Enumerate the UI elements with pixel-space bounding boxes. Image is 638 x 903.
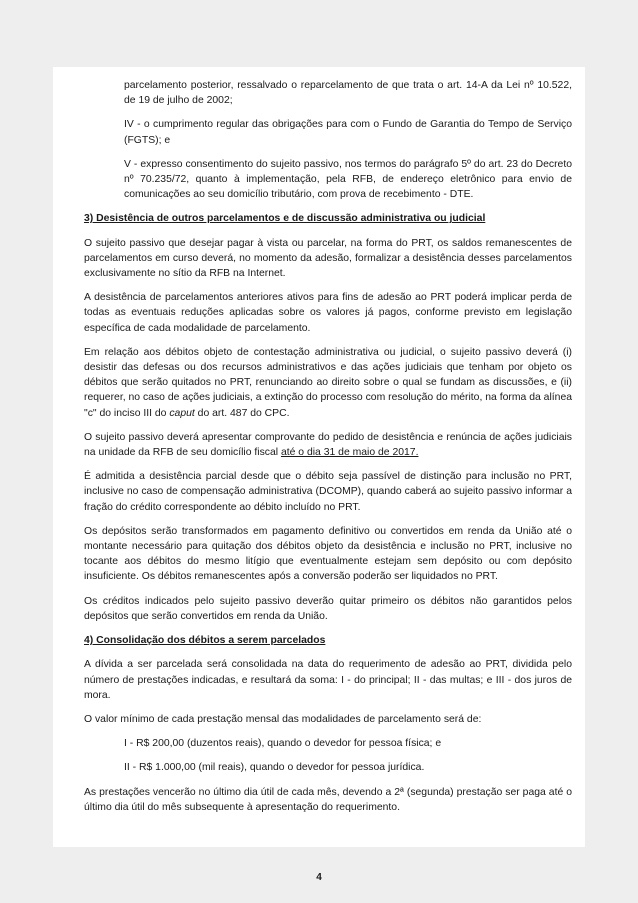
- paragraph: Os depósitos serão transformados em pagamento definitivo ou convertidos em renda da União até o montante necessário para quitação dos débitos objeto da desistência e inclusão no PRT, inclusive no tocante aos débitos do mesmo litígio que eventualmente estejam sem depósito ou com depósito insuficiente. Os débitos remanescentes após a conversão poderão ser liquidados no PRT.: [84, 525, 572, 583]
- paragraph: [84, 430, 572, 460]
- deadline-text: até o dia 31 de maio de 2017.: [280, 447, 419, 459]
- paragraph: A desistência de parcelamentos anteriores ativos para fins de adesão ao PRT poderá implicar perda de todas as eventuais reduções aplicadas sobre os valores já pagos, conforme previsto em legislação específica de cada modalidade de parcelamento.: [84, 292, 572, 334]
- clause-v: V - expresso consentimento do sujeito passivo, nos termos do parágrafo 5º do art. 23 do Decreto nº 70.235/72, quanto à implementação, pela RFB, de endereço eletrônico para envio de comunicações ao seu domicílio tributário, com prova de recebimento - DTE.: [124, 158, 572, 201]
- list-item: I - R$ 200,00 (duzentos reais), quando o devedor for pessoa física; e: [124, 738, 442, 750]
- continued-paragraph: parcelamento posterior, ressalvado o reparcelamento de que trata o art. 14-A da Lei nº 10.522, de 19 de julho de 2002;: [124, 80, 572, 107]
- paragraph: [84, 345, 572, 421]
- paragraph-text: O sujeito passivo deverá apresentar comprovante do pedido de desistência e renúncia de ações judiciais na unidade da RFB de seu domicílio fiscal: [84, 431, 572, 459]
- italic-term: caput: [169, 407, 195, 419]
- paragraph-text: do art. 487 do CPC.: [194, 407, 290, 419]
- paragraph: A dívida a ser parcelada será consolidada na data do requerimento de adesão ao PRT, dividida pelo número de prestações indicadas, e resultará da soma: I - do principal; II - das multas; e III - dos juros de mora.: [84, 659, 572, 701]
- section-heading-4: 4) Consolidação dos débitos a serem parcelados: [84, 635, 326, 647]
- list-item: II - R$ 1.000,00 (mil reais), quando o devedor for pessoa jurídica.: [124, 762, 425, 774]
- clause-iv: IV - o cumprimento regular das obrigações para com o Fundo de Garantia do Tempo de Serviço (FGTS); e: [124, 119, 572, 146]
- paragraph: O sujeito passivo que desejar pagar à vista ou parcelar, na forma do PRT, os saldos remanescentes de parcelamentos em curso deverá, no momento da adesão, formalizar a desistência desses parcelamentos exclusivamente no sítio da RFB na Internet.: [84, 237, 572, 280]
- paragraph-text: Em relação aos débitos objeto de contestação administrativa ou judicial, o sujeito passivo deverá (i) desistir das defesas ou dos recursos administrativos e das ações judiciais que tenham por objeto os débitos que serão quitados no PRT, renunciando ao direito sobre o qual se fundam as discussões, e (ii) requerer, no caso de ações judiciais, a extinção do processo com resolução do mérito, na forma da alínea "c" do inciso III do: [84, 346, 572, 419]
- section-heading-3: 3) Desistência de outros parcelamentos e de discussão administrativa ou judicial: [84, 213, 486, 225]
- paragraph: As prestações vencerão no último dia útil de cada mês, devendo a 2ª (segunda) prestação ser paga até o último dia útil do mês subsequente à apresentação do requerimento.: [84, 786, 572, 813]
- paragraph: É admitida a desistência parcial desde que o débito seja passível de distinção para inclusão no PRT, inclusive no caso de compensação administrativa (DCOMP), quando caberá ao sujeito passivo informar a fração do crédito correspondente ao débito incluído no PRT.: [84, 471, 572, 513]
- paragraph: O valor mínimo de cada prestação mensal das modalidades de parcelamento será de:: [84, 713, 482, 725]
- page-number: 4: [316, 872, 322, 883]
- paragraph: Os créditos indicados pelo sujeito passivo deverão quitar primeiro os débitos não garantidos pelos depósitos que serão convertidos em renda da União.: [84, 595, 572, 622]
- document-body: [84, 78, 572, 824]
